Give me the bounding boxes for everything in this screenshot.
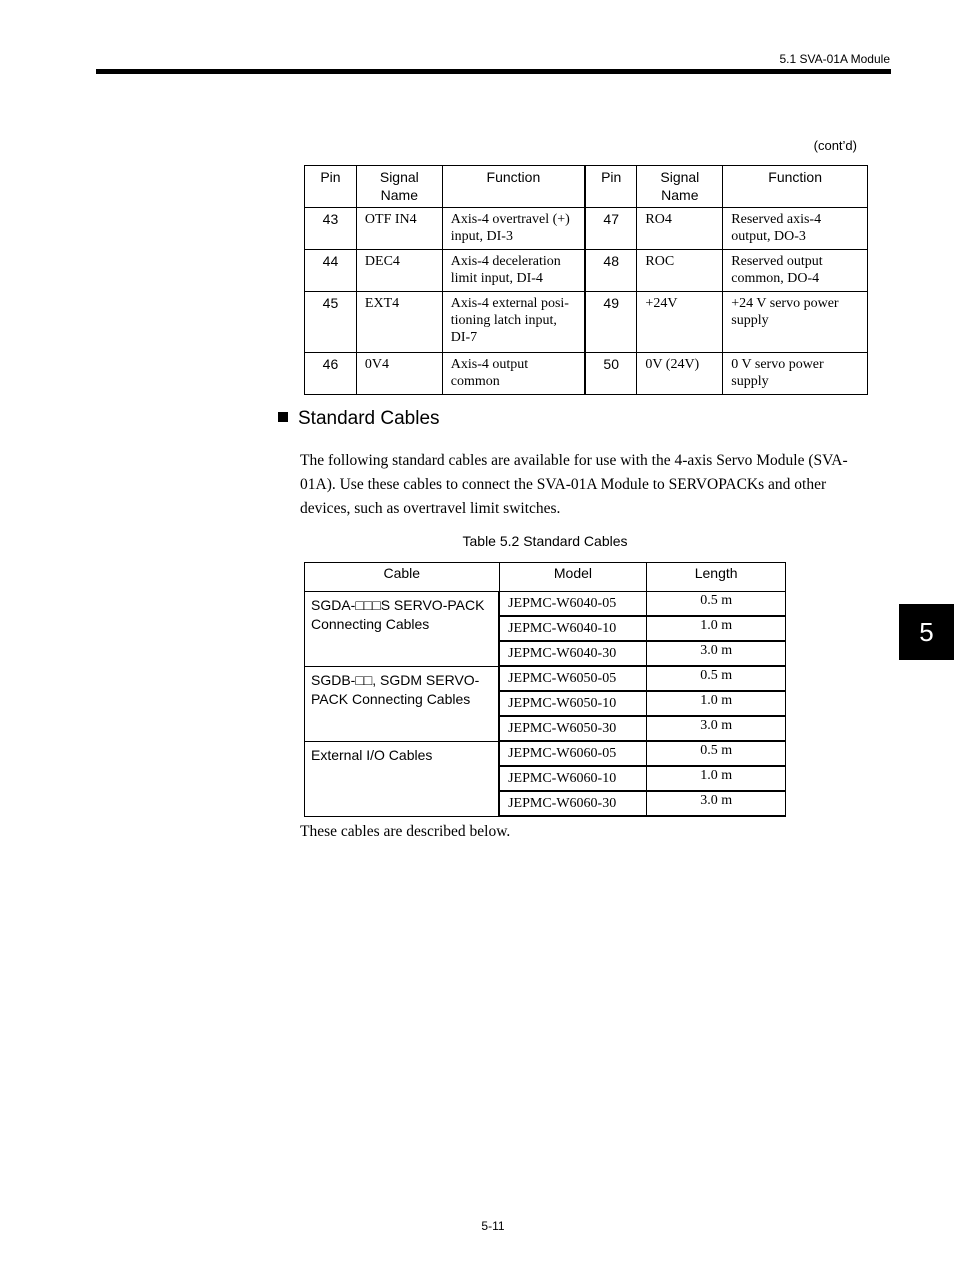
section-title	[278, 408, 440, 430]
pin-cell: 47	[585, 208, 637, 250]
table-row	[305, 250, 868, 292]
signal-name-cell: 0V4	[356, 353, 442, 395]
model-cell: JEPMC-W6040-05	[499, 592, 647, 617]
square-bullet-icon	[278, 412, 288, 422]
length-cell: 0.5 m	[647, 592, 786, 617]
column-header-pin: Pin	[305, 166, 357, 208]
pin-table-header-row	[305, 166, 868, 208]
table-caption: Table 5.2 Standard Cables	[462, 533, 628, 549]
table-row	[305, 666, 786, 691]
model-cell: JEPMC-W6060-10	[499, 766, 647, 791]
cable-type-cell: External I/O Cables	[305, 741, 500, 816]
function-cell: Axis-4 overtravel (+) input, DI-3	[442, 208, 585, 250]
column-header-function: Function	[442, 166, 585, 208]
table-row	[305, 741, 786, 766]
signal-name-cell: +24V	[637, 292, 723, 353]
function-cell: +24 V servo power supply	[723, 292, 868, 353]
model-cell: JEPMC-W6040-10	[499, 616, 647, 641]
length-cell: 0.5 m	[647, 741, 786, 766]
closing-sentence: These cables are described below.	[300, 823, 511, 840]
model-cell: JEPMC-W6050-30	[499, 716, 647, 741]
length-cell: 3.0 m	[647, 716, 786, 741]
signal-name-cell: 0V (24V)	[637, 353, 723, 395]
table-row	[305, 292, 868, 353]
column-header-length: Length	[647, 563, 786, 592]
length-cell: 1.0 m	[647, 691, 786, 716]
table-row	[305, 353, 868, 395]
running-header: 5.1 SVA-01A Module	[779, 52, 890, 66]
function-cell: Axis-4 external posi-tioning latch input, DI-7	[442, 292, 585, 353]
function-cell: Reserved output common, DO-4	[723, 250, 868, 292]
chapter-tab: 5	[899, 604, 954, 660]
signal-name-cell: DEC4	[356, 250, 442, 292]
length-cell: 3.0 m	[647, 791, 786, 816]
pin-cell: 49	[585, 292, 637, 353]
function-cell: Axis-4 output common	[442, 353, 585, 395]
pin-cell: 45	[305, 292, 357, 353]
model-cell: JEPMC-W6050-10	[499, 691, 647, 716]
pin-cell: 46	[305, 353, 357, 395]
model-cell: JEPMC-W6040-30	[499, 641, 647, 666]
model-cell: JEPMC-W6050-05	[499, 666, 647, 691]
column-header-function: Function	[723, 166, 868, 208]
cable-type-cell: SGDA-□□□S SERVO-PACK Connecting Cables	[305, 592, 500, 667]
function-cell: 0 V servo power supply	[723, 353, 868, 395]
column-header-cable: Cable	[305, 563, 500, 592]
pin-cell: 48	[585, 250, 637, 292]
cable-table-header-row	[305, 563, 786, 592]
length-cell: 3.0 m	[647, 641, 786, 666]
continued-label: (cont’d)	[813, 138, 857, 153]
header-rule	[96, 69, 891, 74]
length-cell: 1.0 m	[647, 766, 786, 791]
signal-name-cell: RO4	[637, 208, 723, 250]
section-title-text: Standard Cables	[298, 408, 440, 429]
cable-type-cell: SGDB-□□, SGDM SERVO-PACK Connecting Cables	[305, 666, 500, 741]
length-cell: 0.5 m	[647, 666, 786, 691]
function-cell: Reserved axis-4 output, DO-3	[723, 208, 868, 250]
pin-cell: 44	[305, 250, 357, 292]
standard-cables-table	[304, 562, 786, 817]
page-number: 5-11	[481, 1219, 505, 1233]
column-header-signal-name: Signal Name	[356, 166, 442, 208]
model-cell: JEPMC-W6060-05	[499, 741, 647, 766]
table-row	[305, 208, 868, 250]
pin-cell: 43	[305, 208, 357, 250]
signal-name-cell: EXT4	[356, 292, 442, 353]
intro-paragraph: The following standard cables are available for use with the 4-axis Servo Module (SVA-01A). Use these cables to connect the SVA-01A Module to SERVOPACKs and other devices, such as overtravel limit switches.	[300, 452, 848, 517]
column-header-pin: Pin	[585, 166, 637, 208]
column-header-model: Model	[499, 563, 647, 592]
function-cell: Axis-4 deceleration limit input, DI-4	[442, 250, 585, 292]
column-header-signal-name: Signal Name	[637, 166, 723, 208]
length-cell: 1.0 m	[647, 616, 786, 641]
table-row	[305, 592, 786, 617]
pin-assignment-table	[304, 165, 868, 395]
model-cell: JEPMC-W6060-30	[499, 791, 647, 816]
pin-cell: 50	[585, 353, 637, 395]
signal-name-cell: OTF IN4	[356, 208, 442, 250]
signal-name-cell: ROC	[637, 250, 723, 292]
